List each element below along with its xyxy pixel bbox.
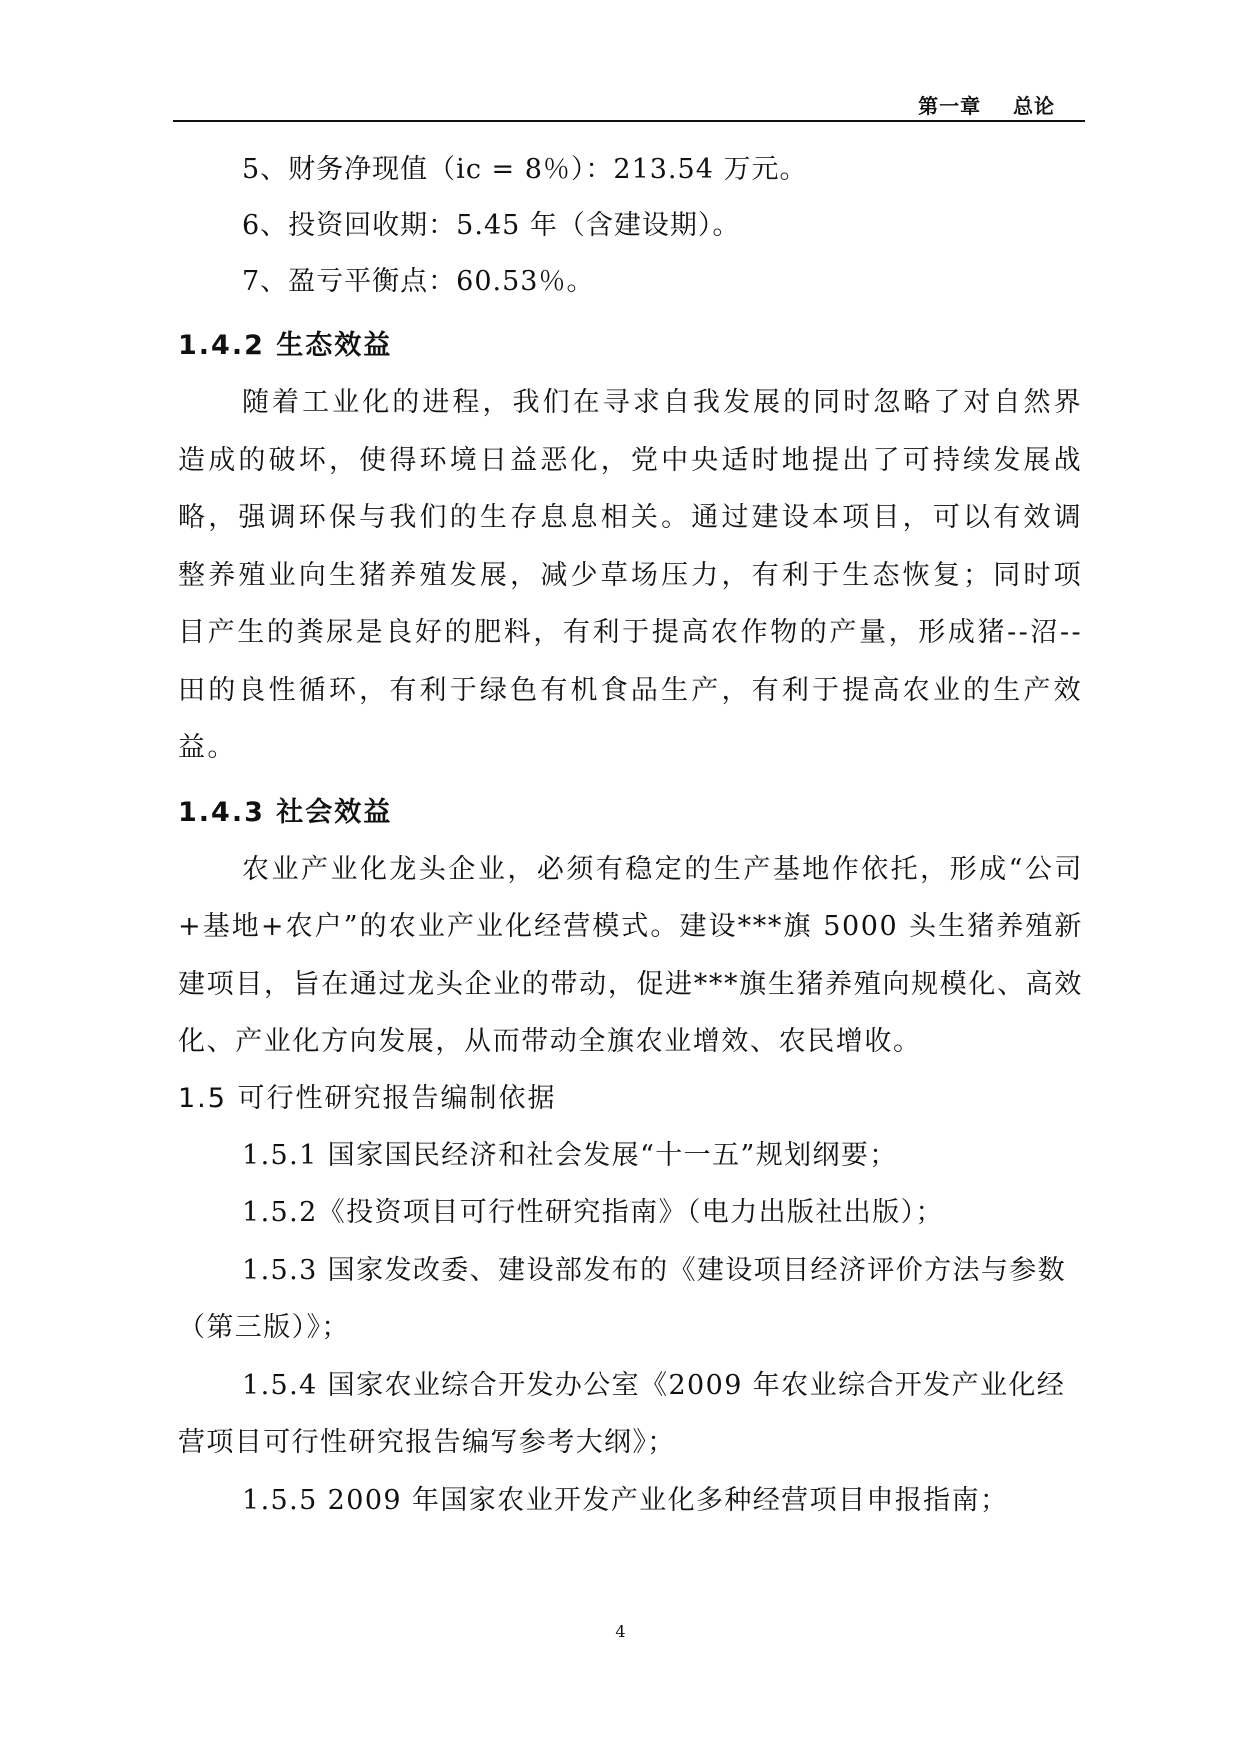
section-heading-report-basis: 1.5 可行性研究报告编制依据 [178, 1082, 557, 1114]
chapter-title: 第一章 总论 [918, 94, 1055, 118]
basis-item-2: 1.5.2《投资项目可行性研究指南》（电力出版社出版）； [242, 1197, 944, 1228]
page-number: 4 [615, 1622, 626, 1641]
section-heading-ecological-benefits: 1.4.2 生态效益 [178, 330, 393, 361]
social-benefits-paragraph: 农业产业化龙头企业，必须有稳定的生产基地作依托，形成“公司+基地+农户”的农业产业化经营模式。建设***旗 5000 头生猪养殖新建项目，旨在通过龙头企业的带动，促进***旗生猪养殖向规模化、高效化、产业化方向发展，从而带动全旗农业增效、农民增收。 [178, 853, 1083, 1057]
page-body [178, 142, 1083, 1529]
indicator-payback: 6、投资回收期：5.45 年（含建设期）。 [242, 210, 741, 241]
basis-item-5: 1.5.5 2009 年国家农业开发产业化多种经营项目申报指南； [242, 1484, 1009, 1516]
ecological-benefits-paragraph: 随着工业化的进程，我们在寻求自我发展的同时忽略了对自然界造成的破坏，使得环境日益恶化，党中央适时地提出了可持续发展战略，强调环保与我们的生存息息相关。通过建设本项目，可以有效调整养殖业向生猪养殖发展，减少草场压力，有利于生态恢复；同时项目产生的粪尿是良好的肥料，有利于提高农作物的产量，形成猪--沼--田的良性循环，有利于绿色有机食品生产，有利于提高农业的生产效益。 [178, 387, 1083, 763]
section-heading-social-benefits: 1.4.3 社会效益 [178, 796, 393, 828]
basis-item-4: 1.5.4 国家农业综合开发办公室《2009 年农业综合开发产业化经营项目可行性研究报告编写参考大纲》； [178, 1369, 1066, 1458]
indicator-npv: 5、财务净现值（ic = 8％）：213.54 万元。 [242, 154, 808, 185]
basis-item-1: 1.5.1 国家国民经济和社会发展“十一五”规划纲要； [242, 1139, 898, 1171]
indicator-breakeven: 7、盈亏平衡点：60.53％。 [242, 266, 595, 297]
basis-item-3: 1.5.3 国家发改委、建设部发布的《建设项目经济评价方法与参数（第三版）》； [178, 1254, 1067, 1343]
running-header [173, 88, 1085, 122]
